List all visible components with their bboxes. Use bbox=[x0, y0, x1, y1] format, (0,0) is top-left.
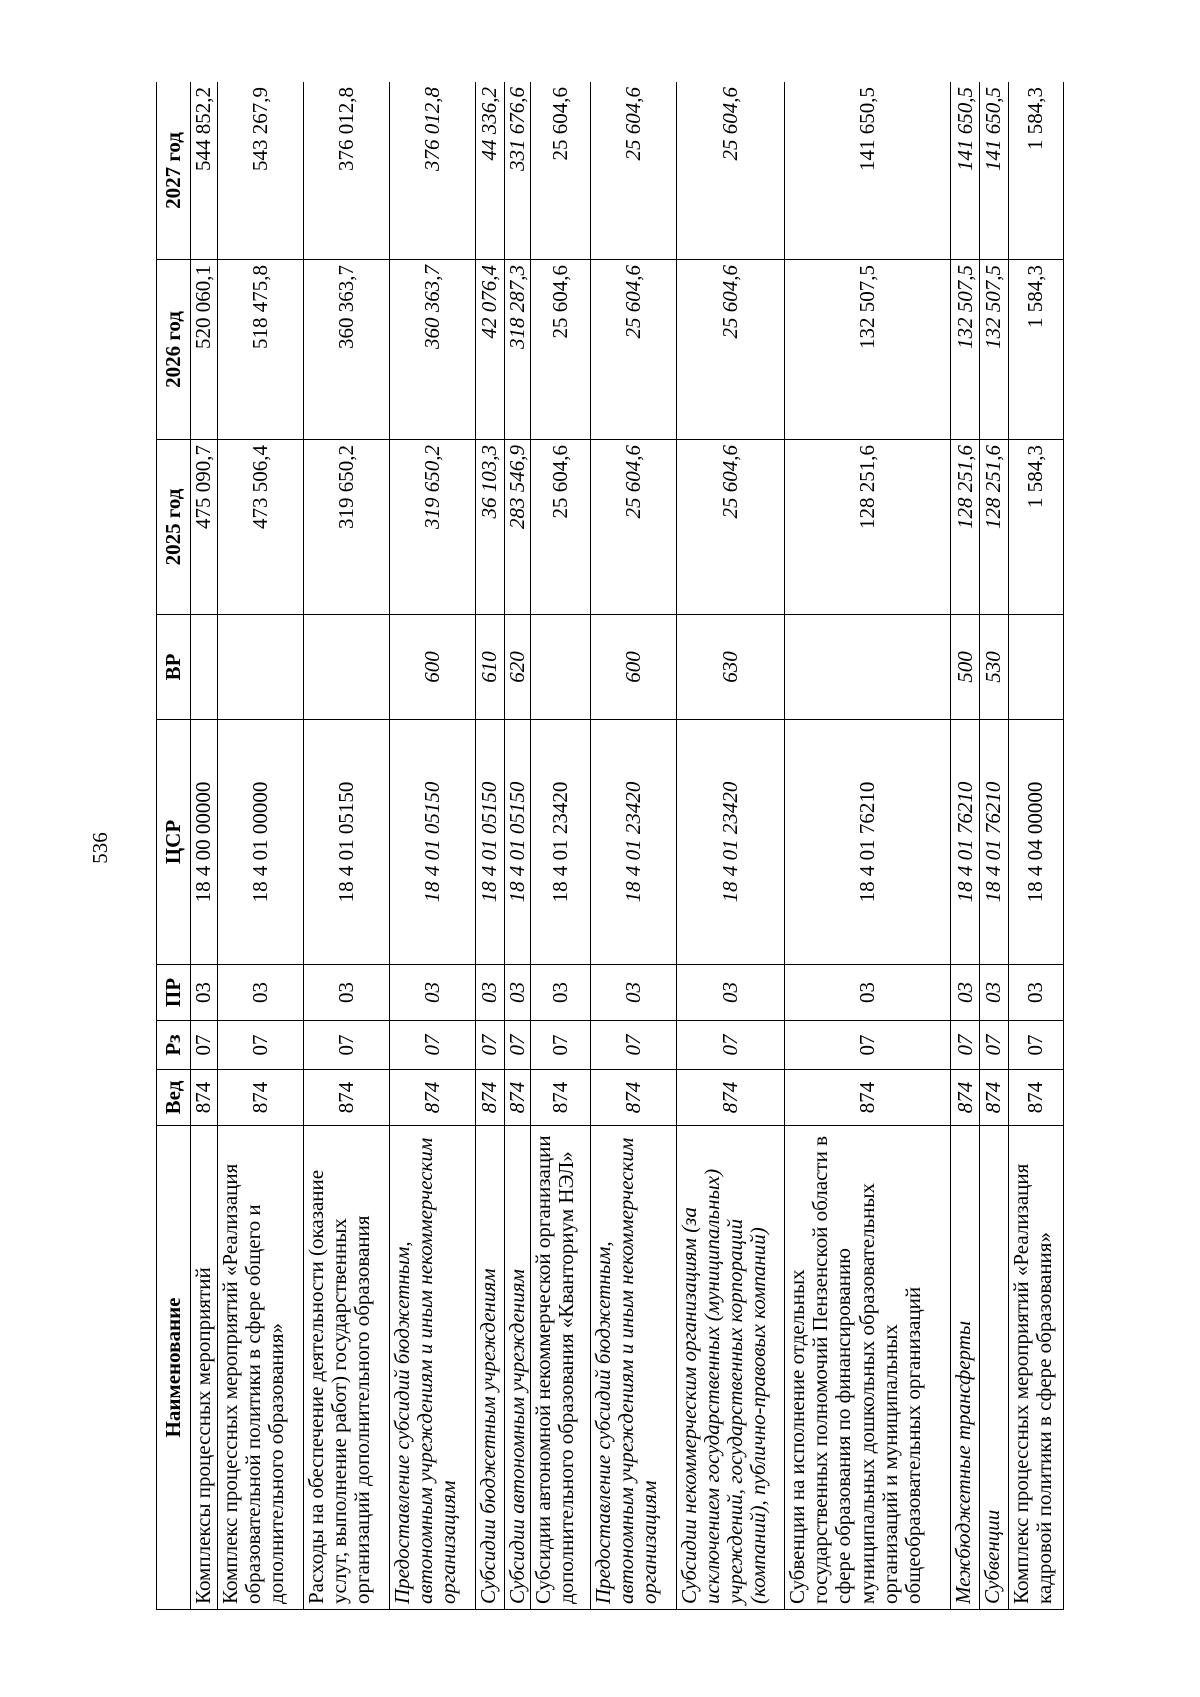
table-row bbox=[951, 82, 980, 1610]
budget-table-frame bbox=[156, 82, 1064, 1610]
cell-csr: 18 4 01 23420 bbox=[531, 720, 590, 965]
cell-ved: 874 bbox=[951, 1070, 980, 1126]
cell-ved: 874 bbox=[389, 1070, 475, 1126]
cell-ved: 874 bbox=[676, 1070, 785, 1126]
cell-y2027: 376 012,8 bbox=[389, 82, 475, 260]
cell-pr: 03 bbox=[531, 965, 590, 1021]
cell-ved: 874 bbox=[1008, 1070, 1063, 1126]
cell-rz: 07 bbox=[475, 1021, 504, 1070]
cell-y2026: 518 475,8 bbox=[217, 260, 303, 440]
cell-y2027: 331 676,6 bbox=[504, 82, 531, 260]
cell-rz: 07 bbox=[979, 1021, 1008, 1070]
header-2027: 2027 год bbox=[157, 82, 191, 260]
cell-y2025: 25 604,6 bbox=[676, 440, 785, 615]
cell-vr: 600 bbox=[590, 615, 676, 720]
cell-csr: 18 4 01 23420 bbox=[590, 720, 676, 965]
cell-name: Комплексы процессных мероприятий bbox=[191, 1126, 218, 1610]
cell-y2027: 141 650,5 bbox=[979, 82, 1008, 260]
cell-csr: 18 4 01 76210 bbox=[785, 720, 951, 965]
cell-pr: 03 bbox=[979, 965, 1008, 1021]
cell-y2026: 360 363,7 bbox=[303, 260, 389, 440]
cell-y2026: 132 507,5 bbox=[951, 260, 980, 440]
cell-rz: 07 bbox=[531, 1021, 590, 1070]
cell-ved: 874 bbox=[303, 1070, 389, 1126]
cell-y2025: 128 251,6 bbox=[785, 440, 951, 615]
cell-ved: 874 bbox=[217, 1070, 303, 1126]
header-2025: 2025 год bbox=[157, 440, 191, 615]
cell-y2026: 132 507,5 bbox=[979, 260, 1008, 440]
cell-vr bbox=[217, 615, 303, 720]
cell-ved: 874 bbox=[979, 1070, 1008, 1126]
cell-vr: 600 bbox=[389, 615, 475, 720]
table-row bbox=[217, 82, 303, 1610]
cell-rz: 07 bbox=[590, 1021, 676, 1070]
cell-y2025: 319 650,2 bbox=[389, 440, 475, 615]
table-row bbox=[676, 82, 785, 1610]
table-row bbox=[504, 82, 531, 1610]
cell-vr: 630 bbox=[676, 615, 785, 720]
cell-pr: 03 bbox=[504, 965, 531, 1021]
budget-table bbox=[156, 82, 1064, 1610]
cell-csr: 18 4 01 05150 bbox=[504, 720, 531, 965]
header-2026: 2026 год bbox=[157, 260, 191, 440]
table-body bbox=[191, 82, 1064, 1610]
cell-name: Предоставление субсидий бюджетным, автономным учреждениям и иным некоммерческим организациям bbox=[389, 1126, 475, 1610]
cell-y2026: 25 604,6 bbox=[531, 260, 590, 440]
cell-y2027: 141 650,5 bbox=[951, 82, 980, 260]
cell-name: Субсидии некоммерческим организациям (за исключением государственных (муниципальных) учреждений, государственных корпораций (компаний), публично-правовых компаний) bbox=[676, 1126, 785, 1610]
cell-pr: 03 bbox=[951, 965, 980, 1021]
cell-pr: 03 bbox=[1008, 965, 1063, 1021]
cell-y2025: 128 251,6 bbox=[979, 440, 1008, 615]
table-row bbox=[303, 82, 389, 1610]
cell-y2026: 360 363,7 bbox=[389, 260, 475, 440]
cell-pr: 03 bbox=[785, 965, 951, 1021]
cell-vr bbox=[531, 615, 590, 720]
cell-name: Субсидии автономной некоммерческой организации дополнительного образования «Кванториум НЭЛ» bbox=[531, 1126, 590, 1610]
cell-y2027: 25 604,6 bbox=[676, 82, 785, 260]
cell-vr bbox=[785, 615, 951, 720]
cell-y2027: 543 267,9 bbox=[217, 82, 303, 260]
page-number: 536 bbox=[88, 832, 112, 864]
cell-csr: 18 4 01 76210 bbox=[951, 720, 980, 965]
cell-y2025: 319 650,2 bbox=[303, 440, 389, 615]
cell-vr bbox=[303, 615, 389, 720]
table-row bbox=[531, 82, 590, 1610]
cell-name: Расходы на обеспечение деятельности (оказание услуг, выполнение работ) государственных организаций дополнительного образования bbox=[303, 1126, 389, 1610]
cell-y2026: 42 076,4 bbox=[475, 260, 504, 440]
cell-rz: 07 bbox=[785, 1021, 951, 1070]
cell-rz: 07 bbox=[389, 1021, 475, 1070]
cell-rz: 07 bbox=[217, 1021, 303, 1070]
cell-y2025: 128 251,6 bbox=[951, 440, 980, 615]
cell-ved: 874 bbox=[590, 1070, 676, 1126]
cell-rz: 07 bbox=[676, 1021, 785, 1070]
cell-rz: 07 bbox=[504, 1021, 531, 1070]
cell-y2027: 1 584,3 bbox=[1008, 82, 1063, 260]
cell-pr: 03 bbox=[475, 965, 504, 1021]
cell-y2025: 25 604,6 bbox=[531, 440, 590, 615]
cell-rz: 07 bbox=[1008, 1021, 1063, 1070]
cell-y2026: 318 287,3 bbox=[504, 260, 531, 440]
cell-csr: 18 4 04 00000 bbox=[1008, 720, 1063, 965]
cell-vr: 610 bbox=[475, 615, 504, 720]
cell-name: Субвенции на исполнение отдельных государственных полномочий Пензенской области в сфере образования по финансированию муниципальных дошкольных образовательных организаций и муниципальных общеобразовательных организаций bbox=[785, 1126, 951, 1610]
table-row bbox=[785, 82, 951, 1610]
cell-vr: 500 bbox=[951, 615, 980, 720]
cell-pr: 03 bbox=[303, 965, 389, 1021]
cell-y2026: 520 060,1 bbox=[191, 260, 218, 440]
cell-ved: 874 bbox=[475, 1070, 504, 1126]
table-row bbox=[979, 82, 1008, 1610]
cell-ved: 874 bbox=[504, 1070, 531, 1126]
cell-name: Субвенции bbox=[979, 1126, 1008, 1610]
cell-y2026: 132 507,5 bbox=[785, 260, 951, 440]
cell-y2026: 25 604,6 bbox=[676, 260, 785, 440]
cell-pr: 03 bbox=[389, 965, 475, 1021]
cell-ved: 874 bbox=[785, 1070, 951, 1126]
cell-csr: 18 4 00 00000 bbox=[191, 720, 218, 965]
header-csr: ЦСР bbox=[157, 720, 191, 965]
cell-ved: 874 bbox=[191, 1070, 218, 1126]
cell-pr: 03 bbox=[590, 965, 676, 1021]
cell-name: Предоставление субсидий бюджетным, автономным учреждениям и иным некоммерческим организациям bbox=[590, 1126, 676, 1610]
cell-vr bbox=[1008, 615, 1063, 720]
cell-vr bbox=[191, 615, 218, 720]
header-row bbox=[157, 82, 191, 1610]
cell-pr: 03 bbox=[191, 965, 218, 1021]
cell-y2025: 283 546,9 bbox=[504, 440, 531, 615]
header-pr: ПР bbox=[157, 965, 191, 1021]
cell-y2025: 36 103,3 bbox=[475, 440, 504, 615]
cell-y2025: 1 584,3 bbox=[1008, 440, 1063, 615]
cell-y2025: 475 090,7 bbox=[191, 440, 218, 615]
cell-name: Межбюджетные трансферты bbox=[951, 1126, 980, 1610]
header-ved: Вед bbox=[157, 1070, 191, 1126]
table-row bbox=[475, 82, 504, 1610]
cell-ved: 874 bbox=[531, 1070, 590, 1126]
cell-y2027: 544 852,2 bbox=[191, 82, 218, 260]
cell-y2025: 473 506,4 bbox=[217, 440, 303, 615]
cell-y2027: 25 604,6 bbox=[590, 82, 676, 260]
table-row bbox=[590, 82, 676, 1610]
cell-rz: 07 bbox=[303, 1021, 389, 1070]
cell-csr: 18 4 01 05150 bbox=[389, 720, 475, 965]
cell-csr: 18 4 01 05150 bbox=[475, 720, 504, 965]
cell-rz: 07 bbox=[191, 1021, 218, 1070]
cell-y2027: 141 650,5 bbox=[785, 82, 951, 260]
cell-name: Комплекс процессных мероприятий «Реализация кадровой политики в сфере образования» bbox=[1008, 1126, 1063, 1610]
table-row bbox=[191, 82, 218, 1610]
cell-y2026: 1 584,3 bbox=[1008, 260, 1063, 440]
cell-name: Субсидии бюджетным учреждениям bbox=[475, 1126, 504, 1610]
table-row bbox=[389, 82, 475, 1610]
header-rz: Рз bbox=[157, 1021, 191, 1070]
cell-y2027: 376 012,8 bbox=[303, 82, 389, 260]
cell-csr: 18 4 01 00000 bbox=[217, 720, 303, 965]
cell-y2027: 44 336,2 bbox=[475, 82, 504, 260]
cell-vr: 530 bbox=[979, 615, 1008, 720]
cell-vr: 620 bbox=[504, 615, 531, 720]
cell-csr: 18 4 01 23420 bbox=[676, 720, 785, 965]
header-name: Наименование bbox=[157, 1126, 191, 1610]
cell-y2026: 25 604,6 bbox=[590, 260, 676, 440]
cell-csr: 18 4 01 05150 bbox=[303, 720, 389, 965]
table-row bbox=[1008, 82, 1063, 1610]
cell-y2025: 25 604,6 bbox=[590, 440, 676, 615]
cell-rz: 07 bbox=[951, 1021, 980, 1070]
cell-csr: 18 4 01 76210 bbox=[979, 720, 1008, 965]
cell-pr: 03 bbox=[676, 965, 785, 1021]
cell-name: Комплекс процессных мероприятий «Реализация образовательной политики в сфере общего и дополнительного образования» bbox=[217, 1126, 303, 1610]
cell-pr: 03 bbox=[217, 965, 303, 1021]
header-vr: ВР bbox=[157, 615, 191, 720]
cell-y2027: 25 604,6 bbox=[531, 82, 590, 260]
cell-name: Субсидии автономным учреждениям bbox=[504, 1126, 531, 1610]
